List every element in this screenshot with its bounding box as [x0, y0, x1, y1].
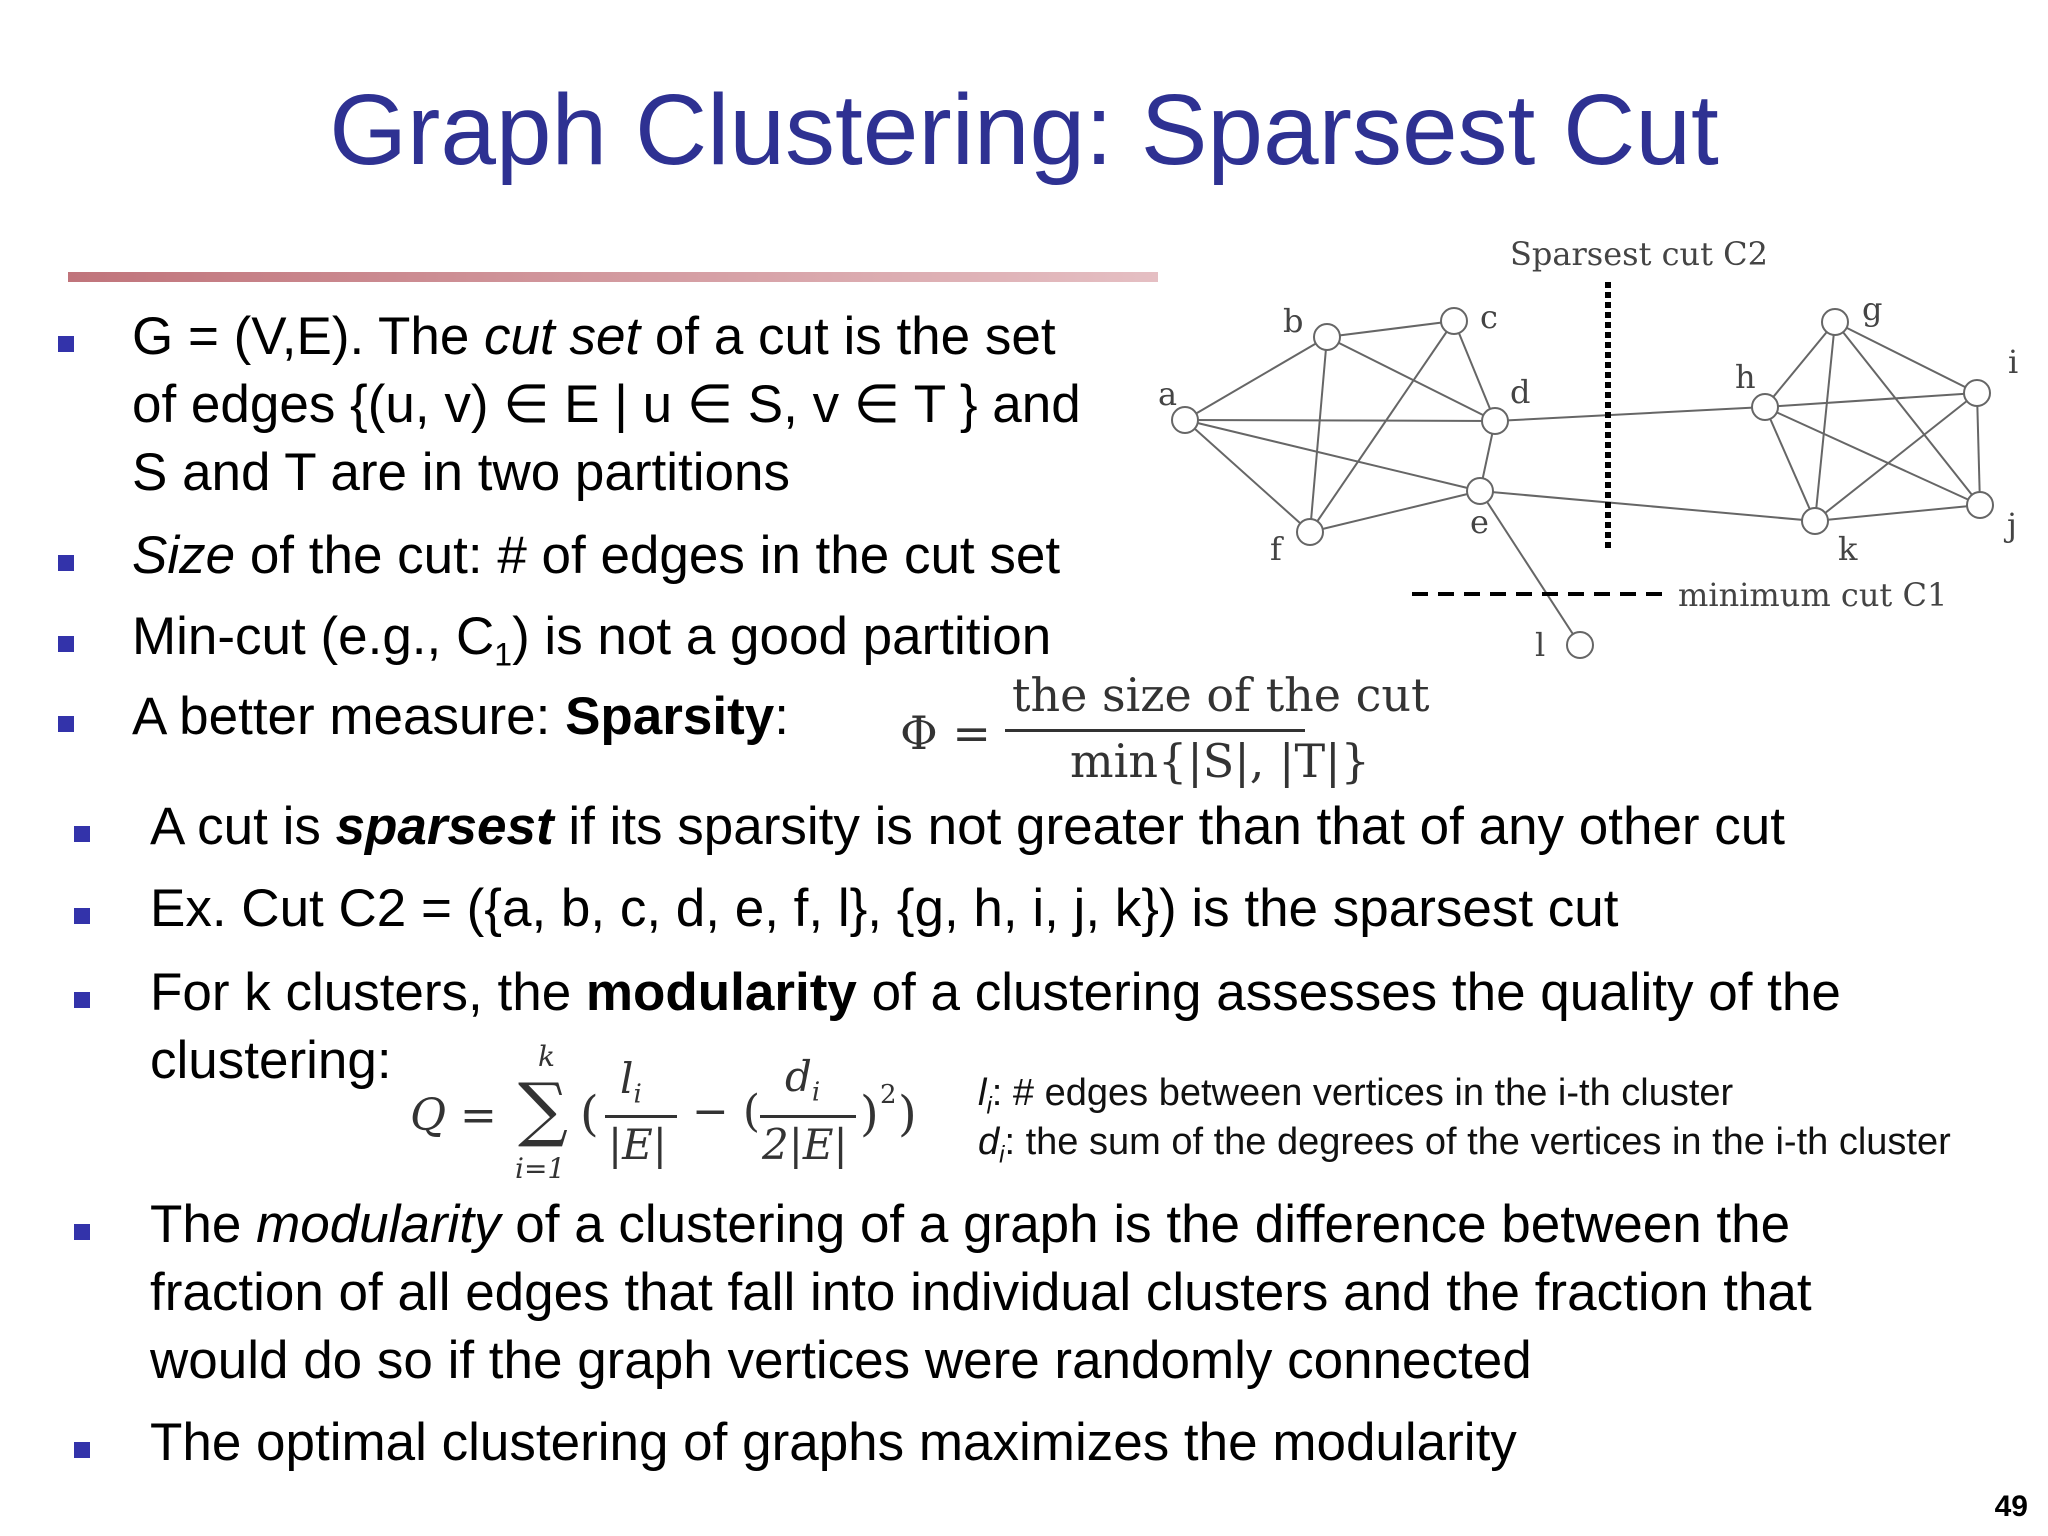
text: For k clusters, the: [150, 963, 586, 1022]
node-label-g: g: [1862, 290, 1883, 328]
bullet-optimal-clustering: The optimal clustering of graphs maximizes the modularity: [150, 1413, 1517, 1472]
label-minimum-cut-c1: minimum cut C1: [1678, 576, 1948, 614]
frac2-bar: [760, 1115, 856, 1118]
node-d: [1482, 408, 1508, 434]
text: of the cut: # of edges in the cut set: [235, 526, 1061, 585]
bullet-modularity-intro-line2: clustering:: [150, 1031, 392, 1090]
open-paren: (: [580, 1086, 599, 1142]
frac1-numerator: [620, 1054, 642, 1109]
li-subscript: i: [986, 1092, 992, 1120]
close-paren: ): [860, 1086, 879, 1142]
subscript: i: [633, 1079, 642, 1110]
text: Min-cut (e.g., C: [132, 607, 495, 666]
node-l: [1567, 632, 1593, 658]
graph-diagram: [1150, 230, 2030, 670]
node-label-d: d: [1510, 373, 1531, 411]
frac1-denominator: |E|: [608, 1120, 667, 1169]
label-sparsest-cut-c2: Sparsest cut C2: [1510, 235, 1768, 273]
bullet-marker: [74, 992, 90, 1008]
di-text: : the sum of the degrees of the vertices in the i-th cluster: [1004, 1121, 1951, 1163]
modularity-formula: [410, 1040, 930, 1190]
node-g: [1822, 309, 1848, 335]
bullet-cut-set: [132, 303, 1056, 371]
legend-di: [978, 1117, 1951, 1181]
sparsity-formula: [900, 668, 1430, 798]
frac1-bar: [605, 1115, 677, 1118]
text: of a clustering assesses the quality of the: [856, 963, 1841, 1022]
title-underline: [68, 272, 1158, 282]
fraction-bar: [1005, 729, 1305, 732]
sum-upper: k: [538, 1040, 555, 1073]
text: l: [620, 1054, 634, 1103]
bullet-marker: [58, 336, 74, 352]
text-bold: modularity: [585, 963, 857, 1022]
node-b: [1314, 324, 1340, 350]
node-label-j: j: [2007, 506, 2017, 544]
close-paren-outer: ): [898, 1086, 917, 1142]
li-text: : # edges between vertices in the i-th cluster: [991, 1072, 1734, 1114]
bullet-marker: [58, 555, 74, 571]
bullet-modularity-definition-line3: would do so if the graph vertices were randomly connected: [150, 1331, 1532, 1390]
node-label-b: b: [1283, 302, 1304, 340]
bullet-marker: [74, 1442, 90, 1458]
bullet-modularity-intro: [150, 959, 1841, 1027]
node-label-f: f: [1270, 530, 1282, 568]
text-italic: modularity: [256, 1195, 501, 1254]
bullet-marker: [58, 636, 74, 652]
bullet-marker: [58, 716, 74, 732]
bullet-sparsity: [132, 683, 789, 751]
text: if its sparsity is not greater than that of any other cut: [553, 797, 1786, 856]
node-j: [1967, 492, 1993, 518]
node-label-a: a: [1158, 375, 1178, 413]
fraction-numerator: the size of the cut: [1012, 668, 1430, 722]
text-italic: cut set: [484, 307, 641, 366]
frac2-denominator: 2|E|: [762, 1120, 848, 1169]
sigma-symbol: ∑: [518, 1068, 568, 1150]
bullet-cut-set-line2: of edges {(u, v) ∈ E | u ∈ S, v ∈ T } and: [132, 375, 1081, 434]
text: A cut is: [150, 797, 336, 856]
page-number: 49: [1994, 1490, 2028, 1523]
node-f: [1297, 519, 1323, 545]
frac2-numerator: [785, 1052, 820, 1107]
text-bold: Sparsity: [565, 687, 775, 746]
bullet-cut-set-line3: S and T are in two partitions: [132, 443, 790, 502]
node-label-c: c: [1480, 298, 1498, 336]
bullet-cut-size: [132, 522, 1060, 590]
bullet-marker: [74, 1224, 90, 1240]
slide-title: Graph Clustering: Sparsest Cut: [329, 74, 1719, 186]
node-label-l: l: [1535, 626, 1546, 664]
text: The: [150, 1195, 257, 1254]
text: G = (V,E). The: [132, 307, 485, 366]
q-symbol: Q =: [410, 1090, 497, 1141]
li-symbol: l: [978, 1072, 987, 1114]
node-c: [1441, 308, 1467, 334]
bullet-marker: [74, 908, 90, 924]
subscript: i: [811, 1077, 821, 1108]
node-e: [1467, 478, 1493, 504]
minus-paren: − (: [692, 1086, 761, 1137]
text: :: [774, 687, 789, 746]
node-k: [1802, 508, 1828, 534]
bullet-modularity-definition-line2: fraction of all edges that fall into individual clusters and the fraction that: [150, 1263, 1812, 1322]
text: d: [785, 1052, 812, 1101]
bullet-example-cut: Ex. Cut C2 = ({a, b, c, d, e, f, l}, {g, h, i, j, k}) is the sparsest cut: [150, 879, 1619, 938]
node-label-h: h: [1735, 358, 1756, 396]
text: of a cut is the set: [640, 307, 1056, 366]
di-symbol: d: [978, 1121, 1000, 1163]
di-subscript: i: [999, 1141, 1005, 1169]
bullet-sparsest-definition: [150, 793, 1785, 861]
text: of a clustering of a graph is the difference between the: [500, 1195, 1791, 1254]
subscript: 1: [494, 636, 513, 673]
node-h: [1752, 394, 1778, 420]
node-label-k: k: [1838, 530, 1858, 568]
node-label-e: e: [1470, 503, 1489, 541]
square-sup: 2: [880, 1080, 897, 1110]
sum-lower: i=1: [515, 1152, 566, 1185]
text-bold-italic: sparsest: [335, 797, 554, 856]
text: ) is not a good partition: [512, 607, 1052, 666]
node-label-i: i: [2008, 343, 2019, 381]
text-italic: Size: [132, 526, 236, 585]
text: A better measure:: [132, 687, 566, 746]
bullet-modularity-definition: [150, 1191, 1790, 1259]
fraction-denominator: min{|S|, |T|}: [1070, 734, 1370, 788]
phi-symbol: Φ =: [900, 706, 991, 760]
node-i: [1964, 380, 1990, 406]
bullet-marker: [74, 826, 90, 842]
